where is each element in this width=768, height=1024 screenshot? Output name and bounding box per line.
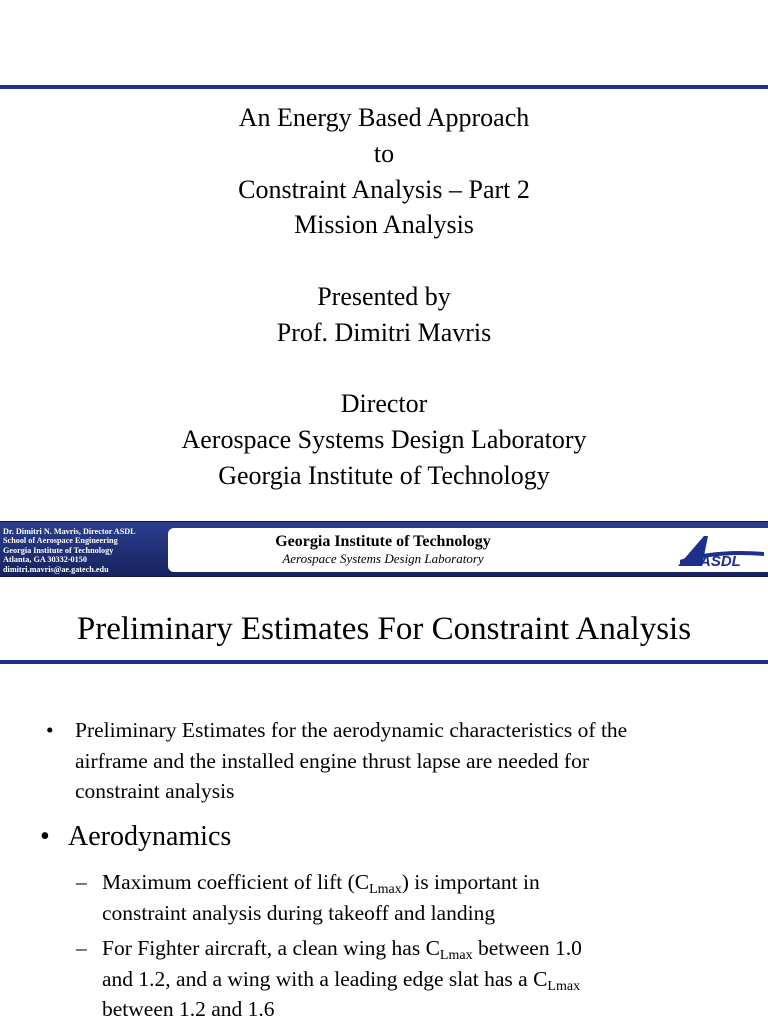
subscript: Lmax [369, 882, 402, 897]
sub-bullet-text [102, 933, 762, 1024]
footer-contact [3, 527, 163, 574]
subscript: Lmax [547, 978, 581, 994]
title-block [0, 100, 768, 494]
title-line-4: Mission Analysis [294, 210, 474, 240]
footer-lab: Aerospace Systems Design Laboratory [282, 551, 484, 566]
footer-contact-line: Dr. Dimitri N. Mavris, Director ASDL [3, 527, 136, 536]
sub-bullet-text [102, 867, 762, 928]
sub-bullet-line [102, 933, 762, 964]
title-line-1: An Energy Based Approach [238, 103, 530, 132]
logo-text: ASDL [700, 553, 741, 570]
text-run: between 1.0 [472, 936, 582, 960]
sub-bullet-line: constraint analysis during takeoff and landing [102, 900, 496, 925]
text-run: Maximum coefficient of lift (C [102, 870, 370, 894]
spacer [0, 351, 768, 387]
presenter-line-1: Presented by [317, 281, 451, 311]
sub-bullet-line: between 1.2 and 1.6 [102, 997, 275, 1021]
bullet-marker: • [40, 821, 50, 852]
text-run: ) is important in [401, 870, 540, 894]
asdl-logo-icon [674, 530, 766, 570]
footer-institution: Georgia Institute of Technology [275, 533, 491, 550]
affiliation-line-3: Georgia Institute of Technology [218, 460, 550, 490]
text-run: and 1.2, and a wing with a leading edge slat has a C [102, 966, 548, 991]
footer-contact-line: School of Aerospace Engineering [3, 536, 118, 546]
affiliation-line-1: Director [340, 389, 428, 419]
sub-bullet-line [102, 964, 762, 995]
bullet-line: Preliminary Estimates for the aerodynamic characteristics of the [75, 718, 628, 742]
header-rule [0, 85, 768, 89]
footer-contact-line: Georgia Institute of Technology [3, 545, 114, 555]
slide-title: Preliminary Estimates For Constraint Analysis [76, 611, 692, 647]
bullet-line: constraint analysis [75, 779, 235, 803]
footer-contact-line: Atlanta, GA 30332-0150 [3, 555, 87, 565]
title-rule [0, 660, 768, 664]
affiliation-line-2: Aerospace Systems Design Laboratory [181, 425, 587, 455]
slide-footer [0, 521, 768, 577]
spacer [0, 243, 768, 279]
title-line-3: Constraint Analysis – Part 2 [238, 174, 530, 204]
subscript: Lmax [439, 948, 473, 963]
title-line-2: to [373, 138, 395, 168]
dash-marker: – [76, 936, 87, 960]
text-run: For Fighter aircraft, a clean wing has C [102, 936, 440, 960]
bullet-marker: • [46, 718, 54, 742]
sub-bullet-line [102, 867, 762, 898]
bullet-text: Aerodynamics [68, 821, 232, 852]
dash-marker: – [76, 870, 87, 894]
content-slide [0, 585, 768, 1024]
presenter-line-2: Prof. Dimitri Mavris [276, 317, 492, 347]
footer-contact-line: dimitri.mavris@ae.gatech.edu [3, 564, 109, 574]
footer-banner [168, 528, 768, 572]
bullet-line: airframe and the installed engine thrust lapse are needed for [75, 748, 589, 773]
bullet-text [75, 715, 755, 807]
